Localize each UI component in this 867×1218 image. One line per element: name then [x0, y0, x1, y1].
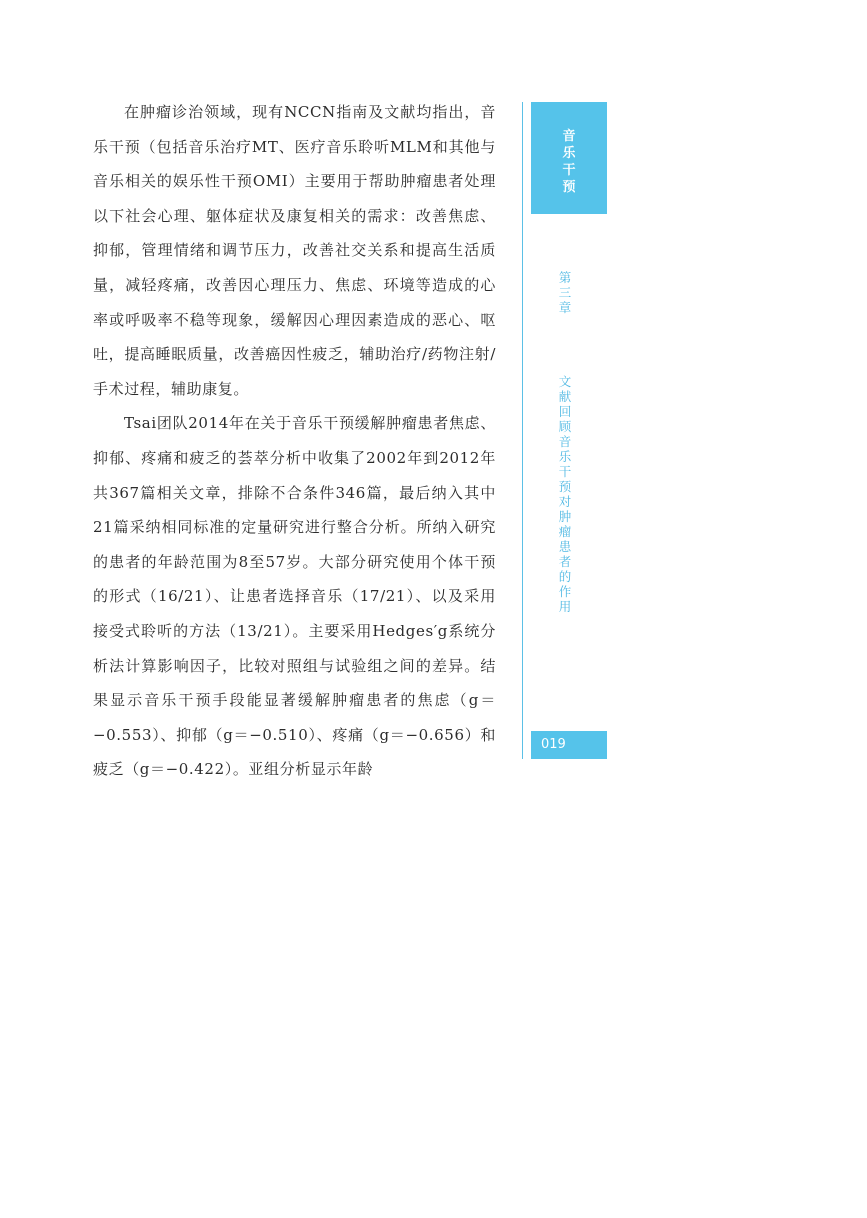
section-tab: [531, 102, 607, 214]
paragraph-2: Tsai团队2014年在关于音乐干预缓解肿瘤患者焦虑、抑郁、疼痛和疲乏的荟萃分析中收集了2002年到2012年共367篇相关文章，排除不合条件346篇，最后纳入其中21篇采纳相同标准的定量研究进行整合分析。所纳入研究的患者的年龄范围为8至57岁。大部分研究使用个体干预的形式（16/21）、让患者选择音乐（17/21）、以及采用接受式聆听的方法（13/21）。主要采用Hedges′g系统分析法计算影响因子，比较对照组与试验组之间的差异。结果显示音乐干预手段能显著缓解肿瘤患者的焦虑（g＝−0.553）、抑郁（g＝−0.510）、疼痛（g＝−0.656）和疲乏（g＝−0.422）。亚组分析显示年龄: [93, 414, 496, 779]
paragraph-1: 在肿瘤诊治领域，现有NCCN指南及文献均指出，音乐干预（包括音乐治疗MT、医疗音乐聆听MLM和其他与音乐相关的娱乐性干预OMI）主要用于帮助肿瘤患者处理以下社会心理、躯体症状及康复相关的需求：改善焦虑、抑郁，管理情绪和调节压力，改善社交关系和提高生活质量，减轻疼痛，改善因心理压力、焦虑、环境等造成的心率或呼吸率不稳等现象，缓解因心理因素造成的恶心、呕吐，提高睡眠质量，改善癌因性疲乏，辅助治疗/药物注射/手术过程，辅助康复。: [93, 103, 496, 398]
chapter-label: 第 三 章: [558, 270, 572, 315]
section-tab-label: 音 乐 干 预: [562, 129, 576, 195]
chapter-heading: [555, 240, 575, 614]
chapter-title: 文 献 回 顾 音 乐 干 预 对 肿 瘤 患 者 的 作 用: [558, 374, 572, 614]
vertical-divider: [522, 102, 523, 759]
page-number-tab: [531, 731, 607, 759]
body-text: [93, 95, 496, 787]
page-number: 019: [541, 737, 566, 752]
